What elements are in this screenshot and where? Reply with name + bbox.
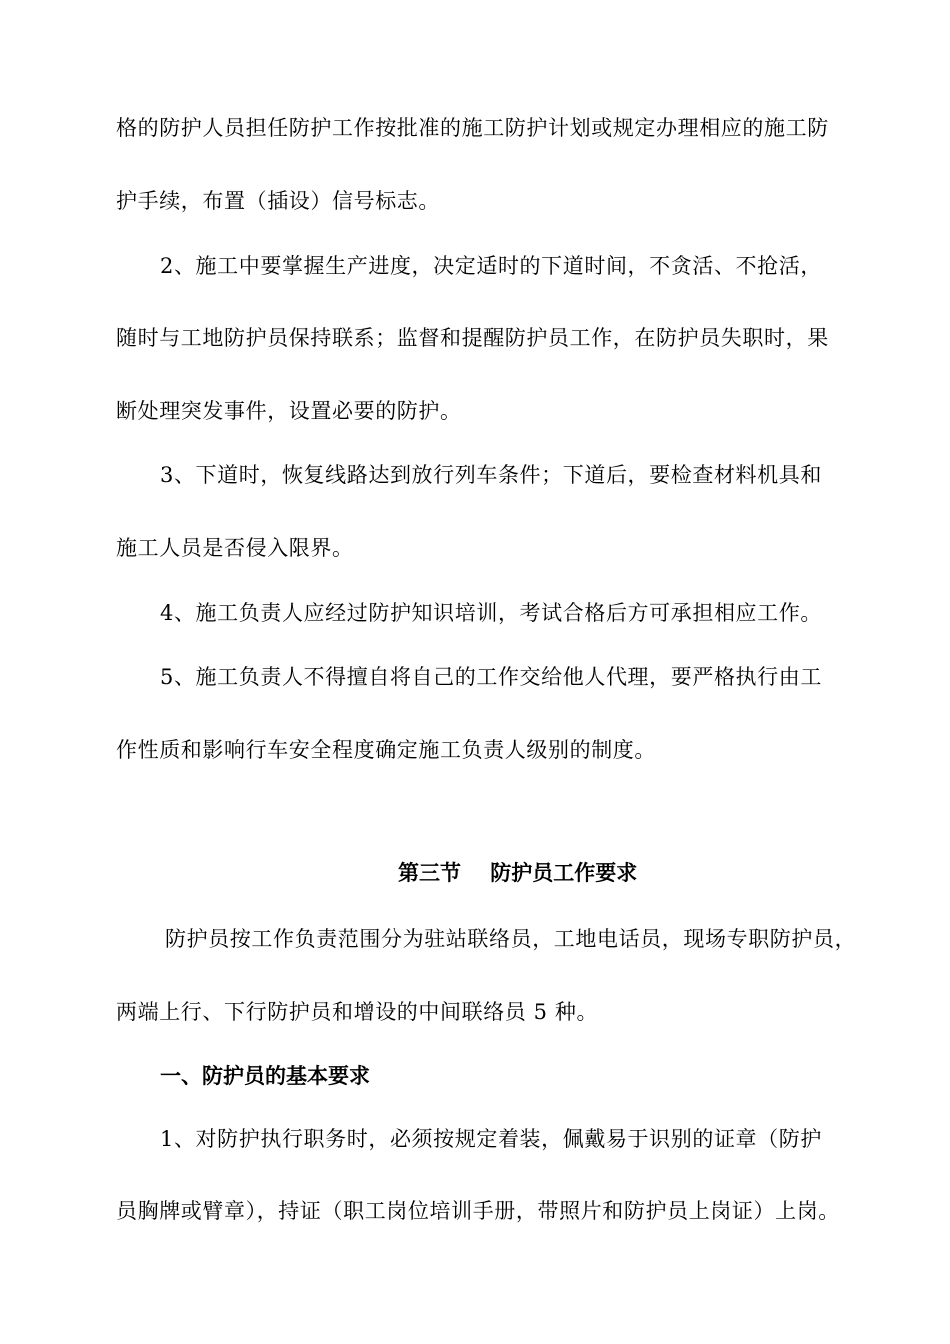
- paragraph-line: 5、施工负责人不得擅自将自己的工作交给他人代理，要严格执行由工: [160, 665, 822, 689]
- paragraph-line: 两端上行、下行防护员和增设的中间联络员 5 种。: [116, 1000, 599, 1024]
- paragraph-line: 格的防护人员担任防护工作按批准的施工防护计划或规定办理相应的施工防: [116, 116, 829, 140]
- paragraph-line: 2、施工中要掌握生产进度，决定适时的下道时间，不贪活、不抢活，: [160, 254, 822, 278]
- paragraph-line: 断处理突发事件，设置必要的防护。: [116, 399, 462, 423]
- paragraph-line: 1、对防护执行职务时，必须按规定着装，佩戴易于识别的证章（防护: [160, 1127, 822, 1151]
- paragraph-line: 4、施工负责人应经过防护知识培训，考试合格后方可承担相应工作。: [160, 601, 822, 625]
- paragraph-line: 作性质和影响行车安全程度确定施工负责人级别的制度。: [116, 738, 656, 762]
- paragraph-line: 员胸牌或臂章），持证（职工岗位培训手册，带照片和防护员上岗证）上岗。: [116, 1199, 840, 1223]
- section-title: 第三节 防护员工作要求: [398, 861, 638, 885]
- paragraph-line: 施工人员是否侵入限界。: [116, 536, 354, 560]
- paragraph-line: 3、下道时，恢复线路达到放行列车条件；下道后，要检查材料机具和: [160, 463, 822, 487]
- paragraph-line: 护手续，布置（插设）信号标志。: [116, 189, 440, 213]
- paragraph-line: 随时与工地防护员保持联系；监督和提醒防护员工作，在防护员失职时，果: [116, 326, 829, 350]
- subheading: 一、防护员的基本要求: [160, 1064, 370, 1088]
- paragraph-line: 防护员按工作负责范围分为驻站联络员，工地电话员，现场专职防护员，: [165, 927, 857, 951]
